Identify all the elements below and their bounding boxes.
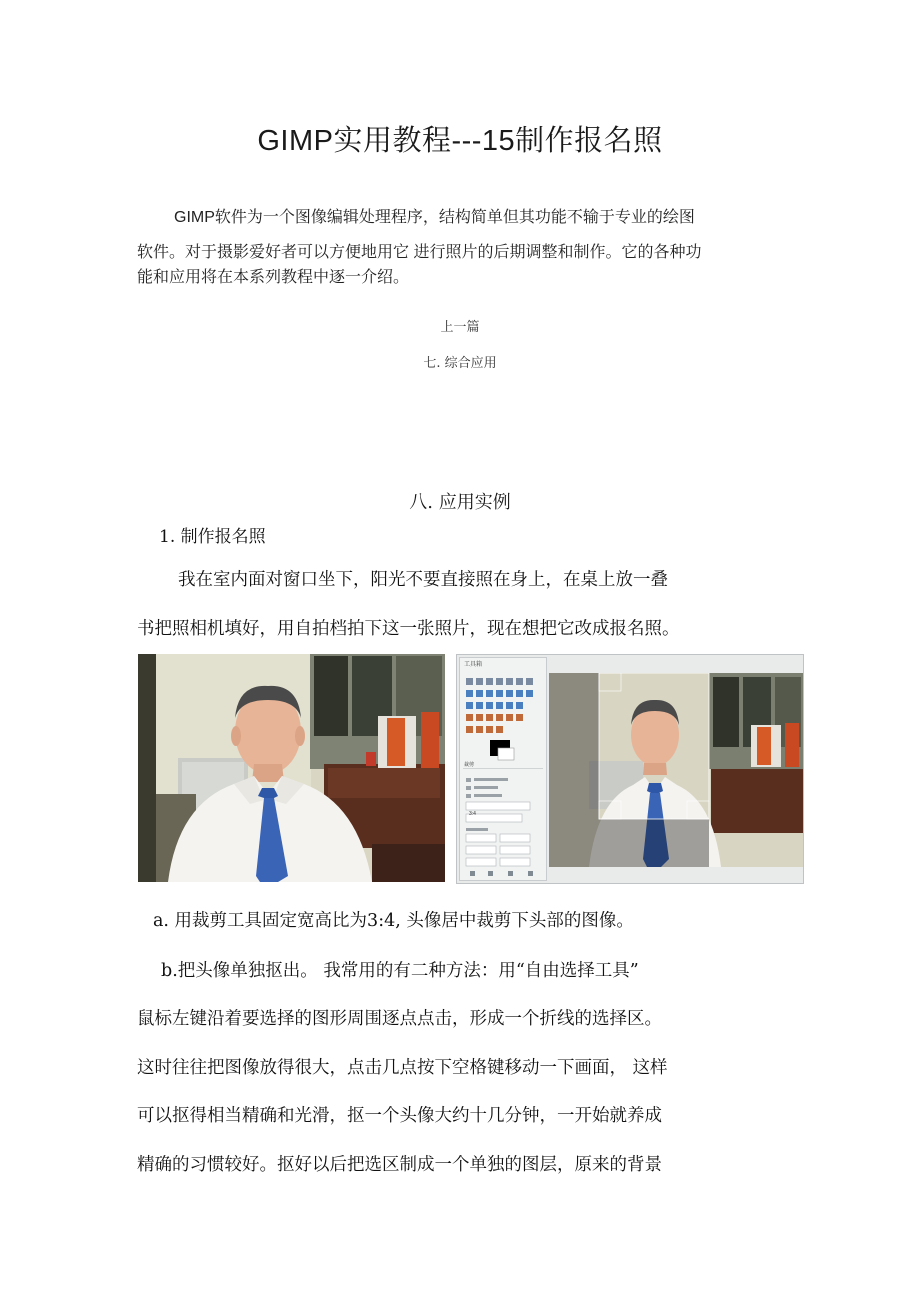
step-b-line-5: 精确的习惯较好。抠好以后把选区制成一个单独的图层，原来的背景 bbox=[137, 1155, 662, 1175]
intro-line-2: 软件。对于摄影爱好者可以方便地用它 进行照片的后期调整和制作。它的各种功 bbox=[137, 244, 702, 261]
gimp-canvas bbox=[549, 673, 803, 867]
step-a-text: a. 用裁剪工具固定宽高比为3:4, 头像居中裁剪下头部的图像。 bbox=[153, 911, 634, 931]
step-b-line-2: 鼠标左键沿着要选择的图形周围逐点点击，形成一个折线的选择区。 bbox=[137, 1009, 662, 1029]
toolbox-title: 工具箱 bbox=[464, 662, 483, 668]
page-title: GIMP实用教程---15制作报名照 bbox=[257, 125, 663, 157]
prev-article-label: 上一篇 bbox=[440, 320, 480, 335]
original-portrait-photo bbox=[138, 654, 445, 882]
ratio-field[interactable]: 3:4 bbox=[469, 811, 476, 817]
gimp-toolbox-panel bbox=[459, 657, 547, 881]
tool-options-title: 裁剪 bbox=[464, 762, 475, 768]
step-b-line-1: b.把头像单独抠出。 我常用的有二种方法：用“自由选择工具” bbox=[161, 961, 639, 981]
intro-line-3: 能和应用将在本系列教程中逐一介绍。 bbox=[137, 269, 410, 286]
step-b-line-3: 这时往往把图像放得很大，点击几点按下空格键移动一下画面， 这样 bbox=[137, 1058, 668, 1078]
prev-article-link[interactable]: 七. 综合应用 bbox=[423, 356, 497, 371]
step-b-line-4: 可以抠得相当精确和光滑，抠一个头像大约十几分钟，一开始就养成 bbox=[137, 1106, 662, 1126]
intro-line-1: GIMP软件为一个图像编辑处理程序，结构简单但其功能不输于专业的绘图 bbox=[174, 209, 695, 226]
para1-line-1: 我在室内面对窗口坐下，阳光不要直接照在身上，在桌上放一叠 bbox=[178, 570, 668, 590]
para1-line-2: 书把照相机填好，用自拍档拍下这一张照片，现在想把它改成报名照。 bbox=[137, 619, 680, 639]
subsection-heading: 1. 制作报名照 bbox=[159, 527, 266, 547]
gimp-screenshot bbox=[456, 654, 804, 884]
section-heading: 八. 应用实例 bbox=[409, 492, 511, 513]
